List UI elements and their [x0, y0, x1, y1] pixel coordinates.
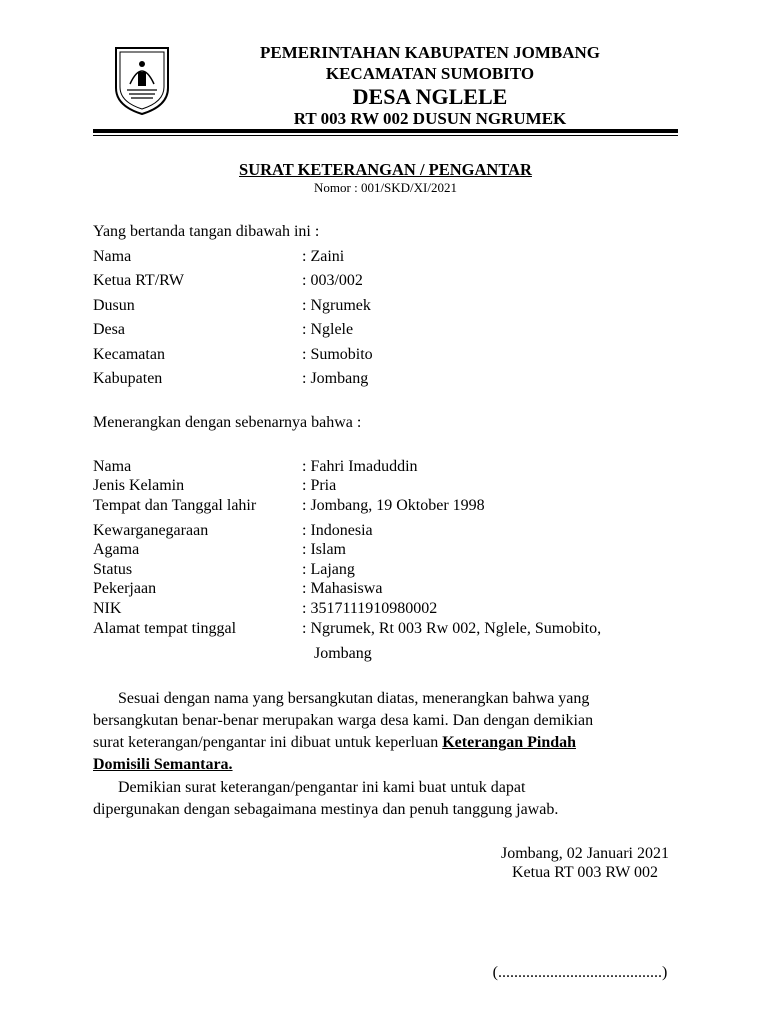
signatory-position: Ketua RT 003 RW 002: [512, 864, 658, 881]
closing-line: dipergunakan dengan sebagaimana mestinya dan penuh tanggung jawab.: [93, 801, 559, 818]
subject-address-continued: Jombang: [314, 645, 372, 662]
signatory-field-value: : 003/002: [302, 272, 363, 289]
subject-field-label: Tempat dan Tanggal lahir: [93, 497, 257, 514]
subject-field-label: NIK: [93, 600, 122, 617]
subject-field-label: Pekerjaan: [93, 580, 157, 597]
purpose-text: Keterangan Pindah: [442, 734, 577, 751]
signatory-field-value: : Jombang: [302, 370, 369, 387]
subject-field-value: : Fahri Imaduddin: [302, 458, 418, 475]
signatory-field-label: Nama: [93, 248, 132, 265]
place-date: Jombang, 02 Januari 2021: [501, 845, 669, 862]
statement-line: Sesuai dengan nama yang bersangkutan diatas, menerangkan bahwa yang: [118, 690, 590, 707]
signatory-field-label: Desa: [93, 321, 125, 338]
signatory-field-label: Kabupaten: [93, 370, 163, 387]
signatory-field-label: Kecamatan: [93, 346, 165, 363]
closing-line: Demikian surat keterangan/pengantar ini kami buat untuk dapat: [118, 779, 526, 796]
letterhead-district: KECAMATAN SUMOBITO: [325, 64, 535, 83]
purpose-text-continued: Domisili Semantara.: [93, 756, 233, 773]
subject-field-label: Nama: [93, 458, 132, 475]
signatory-intro: Yang bertanda tangan dibawah ini :: [93, 223, 320, 240]
subject-field-value: : Mahasiswa: [302, 580, 383, 597]
letterhead-village: DESA NGLELE: [352, 84, 508, 109]
signatory-field-label: Ketua RT/RW: [93, 272, 185, 289]
signatory-field-value: : Zaini: [302, 248, 345, 265]
letterhead-divider-thick: [93, 129, 678, 133]
subject-field-value: : Pria: [302, 477, 337, 494]
subject-field-value: : Ngrumek, Rt 003 Rw 002, Nglele, Sumobito,: [302, 620, 602, 637]
signatory-field-label: Dusun: [93, 297, 135, 314]
subject-field-value: : Lajang: [302, 561, 355, 578]
subject-field-value: : 3517111910980002: [302, 600, 438, 617]
letterhead-rt-rw: RT 003 RW 002 DUSUN NGRUMEK: [293, 109, 567, 128]
document-title: SURAT KETERANGAN / PENGANTAR: [239, 160, 532, 179]
statement-line: bersangkutan benar-benar merupakan warga desa kami. Dan dengan demikian: [93, 712, 594, 729]
letterhead-government: PEMERINTAHAN KABUPATEN JOMBANG: [260, 43, 600, 62]
subject-field-value: : Jombang, 19 Oktober 1998: [302, 497, 485, 514]
subject-field-label: Agama: [93, 541, 140, 558]
subject-field-value: : Islam: [302, 541, 346, 558]
document-number: Nomor : 001/SKD/XI/2021: [314, 180, 457, 195]
signature-placeholder: (.........................................): [492, 964, 668, 981]
subject-field-value: : Indonesia: [302, 522, 373, 539]
signatory-field-value: : Nglele: [302, 321, 354, 338]
subject-field-label: Alamat tempat tinggal: [93, 620, 237, 637]
subject-field-label: Jenis Kelamin: [93, 477, 185, 494]
subject-intro: Menerangkan dengan sebenarnya bahwa :: [93, 414, 362, 431]
signatory-field-value: : Sumobito: [302, 346, 373, 363]
closing-paragraph: [93, 777, 663, 821]
subject-field-label: Kewarganegaraan: [93, 522, 209, 539]
statement-line: surat keterangan/pengantar ini dibuat untuk keperluan: [93, 734, 439, 751]
statement-paragraph: [93, 688, 663, 776]
letterhead-divider-thin: [93, 135, 678, 136]
subject-field-label: Status: [93, 561, 133, 578]
signatory-field-value: : Ngrumek: [302, 297, 371, 314]
